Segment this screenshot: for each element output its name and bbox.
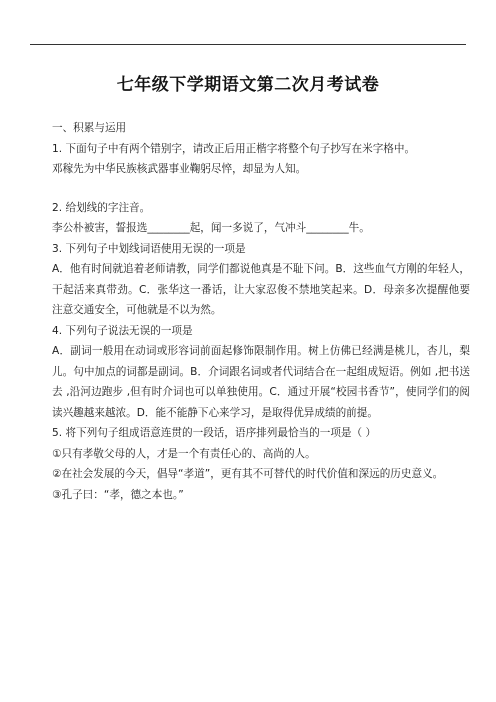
question-2-sentence: 李公朴被害，誓报选________起，闻一多说了，气冲斗________牛。 bbox=[52, 222, 370, 234]
page-title: 七年级下学期语文第二次月考试卷 bbox=[116, 75, 380, 95]
question-5-sentence-3: ③孔子曰：“孝，德之本也。” bbox=[52, 488, 184, 501]
question-5-prompt: 5. 将下列句子组成语意连贯的一段话，语序排列最恰当的一项是（ ） bbox=[52, 427, 377, 439]
question-3-prompt: 3. 下列句子中划线词语使用无误的一项是 bbox=[52, 242, 246, 255]
question-4-options: A．副词一般用在动词或形容词前面起修饰限制作用。树上仿佛已经满是桃儿，杏儿，梨儿。句中加点的词都是副词。B．介词跟名词或者代词结合在一起组成短语。例如 ,把书送去 ,沿河边跑步 ,但有时介词也可以单独使用。C．通过开展“校园书香节”，使同学们的阅读兴趣越来越浓。D．能不能静下心来学习，是取得优异成绩的前提。 bbox=[52, 345, 470, 419]
question-3-options: A．他有时间就追着老师请教，同学们都说他真是不耻下问。B．这些血气方刚的年轻人，干起活来真带劲。C．张华这一番话，让大家忍俊不禁地笑起来。D．母亲多次提醒他要注意交通安全，可他就是不以为然。 bbox=[52, 263, 470, 316]
question-5-sentence-1: ①只有孝敬父母的人，才是一个有责任心的、高尚的人。 bbox=[52, 447, 316, 460]
document-body bbox=[52, 118, 470, 505]
question-1-prompt: 1. 下面句子中有两个错别字，请改正后用正楷字将整个句子抄写在米字格中。 bbox=[52, 142, 416, 155]
question-1-sentence: 邓稼先为中华民族核武器事业鞠躬尽悴，却显为人知。 bbox=[52, 163, 307, 175]
question-5-sentence-2: ②在社会发展的今天，倡导“孝道”，更有其不可替代的时代价值和深远的历史意义。 bbox=[52, 468, 444, 480]
question-2-prompt: 2. 给划线的字注音。 bbox=[52, 201, 151, 214]
header-rule bbox=[30, 44, 466, 45]
question-4-prompt: 4. 下列句子说法无误的一项是 bbox=[52, 324, 193, 337]
section-heading: 一、积累与运用 bbox=[52, 122, 127, 134]
spacer bbox=[52, 180, 470, 198]
